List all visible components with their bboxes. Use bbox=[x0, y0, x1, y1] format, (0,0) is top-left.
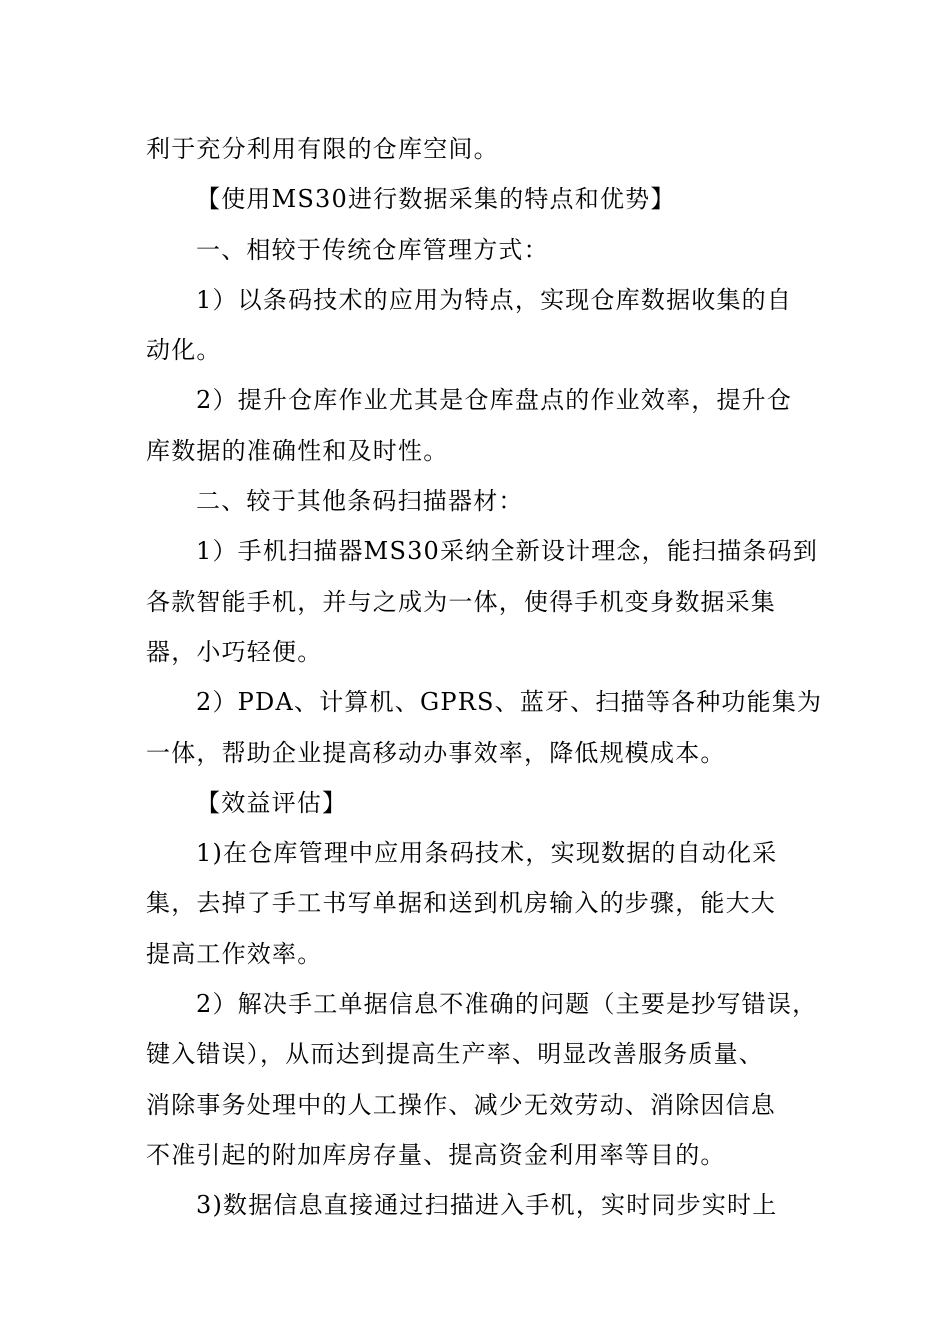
section-heading-benefits: 【效益评估】 bbox=[196, 788, 348, 817]
text-line-20: 消除事务处理中的人工操作、减少无效劳动、消除因信息 bbox=[146, 1090, 776, 1119]
section-heading-features: 【使用MS30进行数据采集的特点和优势】 bbox=[196, 185, 676, 214]
text-line-1: 利于充分利用有限的仓库空间。 bbox=[146, 135, 499, 163]
subheading-traditional: 一、相较于传统仓库管理方式： bbox=[196, 235, 549, 264]
text-line-6: 2）提升仓库作业尤其是仓库盘点的作业效率，提升仓 bbox=[196, 386, 793, 415]
text-line-10: 各款智能手机，并与之成为一体，使得手机变身数据采集 bbox=[146, 587, 776, 616]
text-line-17: 提高工作效率。 bbox=[146, 939, 323, 968]
text-line-5: 动化。 bbox=[146, 336, 222, 365]
text-line-21: 不准引起的附加库房存量、提高资金利用率等目的。 bbox=[146, 1140, 726, 1169]
text-line-9: 1）手机扫描器MS30采纳全新设计理念，能扫描条码到 bbox=[196, 537, 819, 566]
text-line-12: 2）PDA、计算机、GPRS、蓝牙、扫描等各种功能集为 bbox=[196, 688, 823, 717]
text-line-19: 键入错误），从而达到提高生产率、明显改善服务质量、 bbox=[146, 1040, 764, 1069]
subheading-other-scanners: 二、较于其他条码扫描器材： bbox=[196, 487, 524, 516]
text-line-13: 一体，帮助企业提高移动办事效率，降低规模成本。 bbox=[146, 738, 726, 767]
text-line-7: 库数据的准确性和及时性。 bbox=[146, 436, 449, 465]
text-line-18: 2）解决手工单据信息不准确的问题（主要是抄写错误， bbox=[196, 990, 818, 1019]
text-line-22: 3)数据信息直接通过扫描进入手机，实时同步实时上 bbox=[196, 1191, 778, 1220]
text-line-16: 集，去掉了手工书写单据和送到机房输入的步骤，能大大 bbox=[146, 889, 776, 918]
document-body bbox=[146, 124, 836, 1231]
text-line-11: 器，小巧轻便。 bbox=[146, 637, 323, 666]
text-line-15: 1)在仓库管理中应用条码技术，实现数据的自动化采 bbox=[196, 839, 778, 868]
text-line-4: 1）以条码技术的应用为特点，实现仓库数据收集的自 bbox=[196, 285, 793, 314]
